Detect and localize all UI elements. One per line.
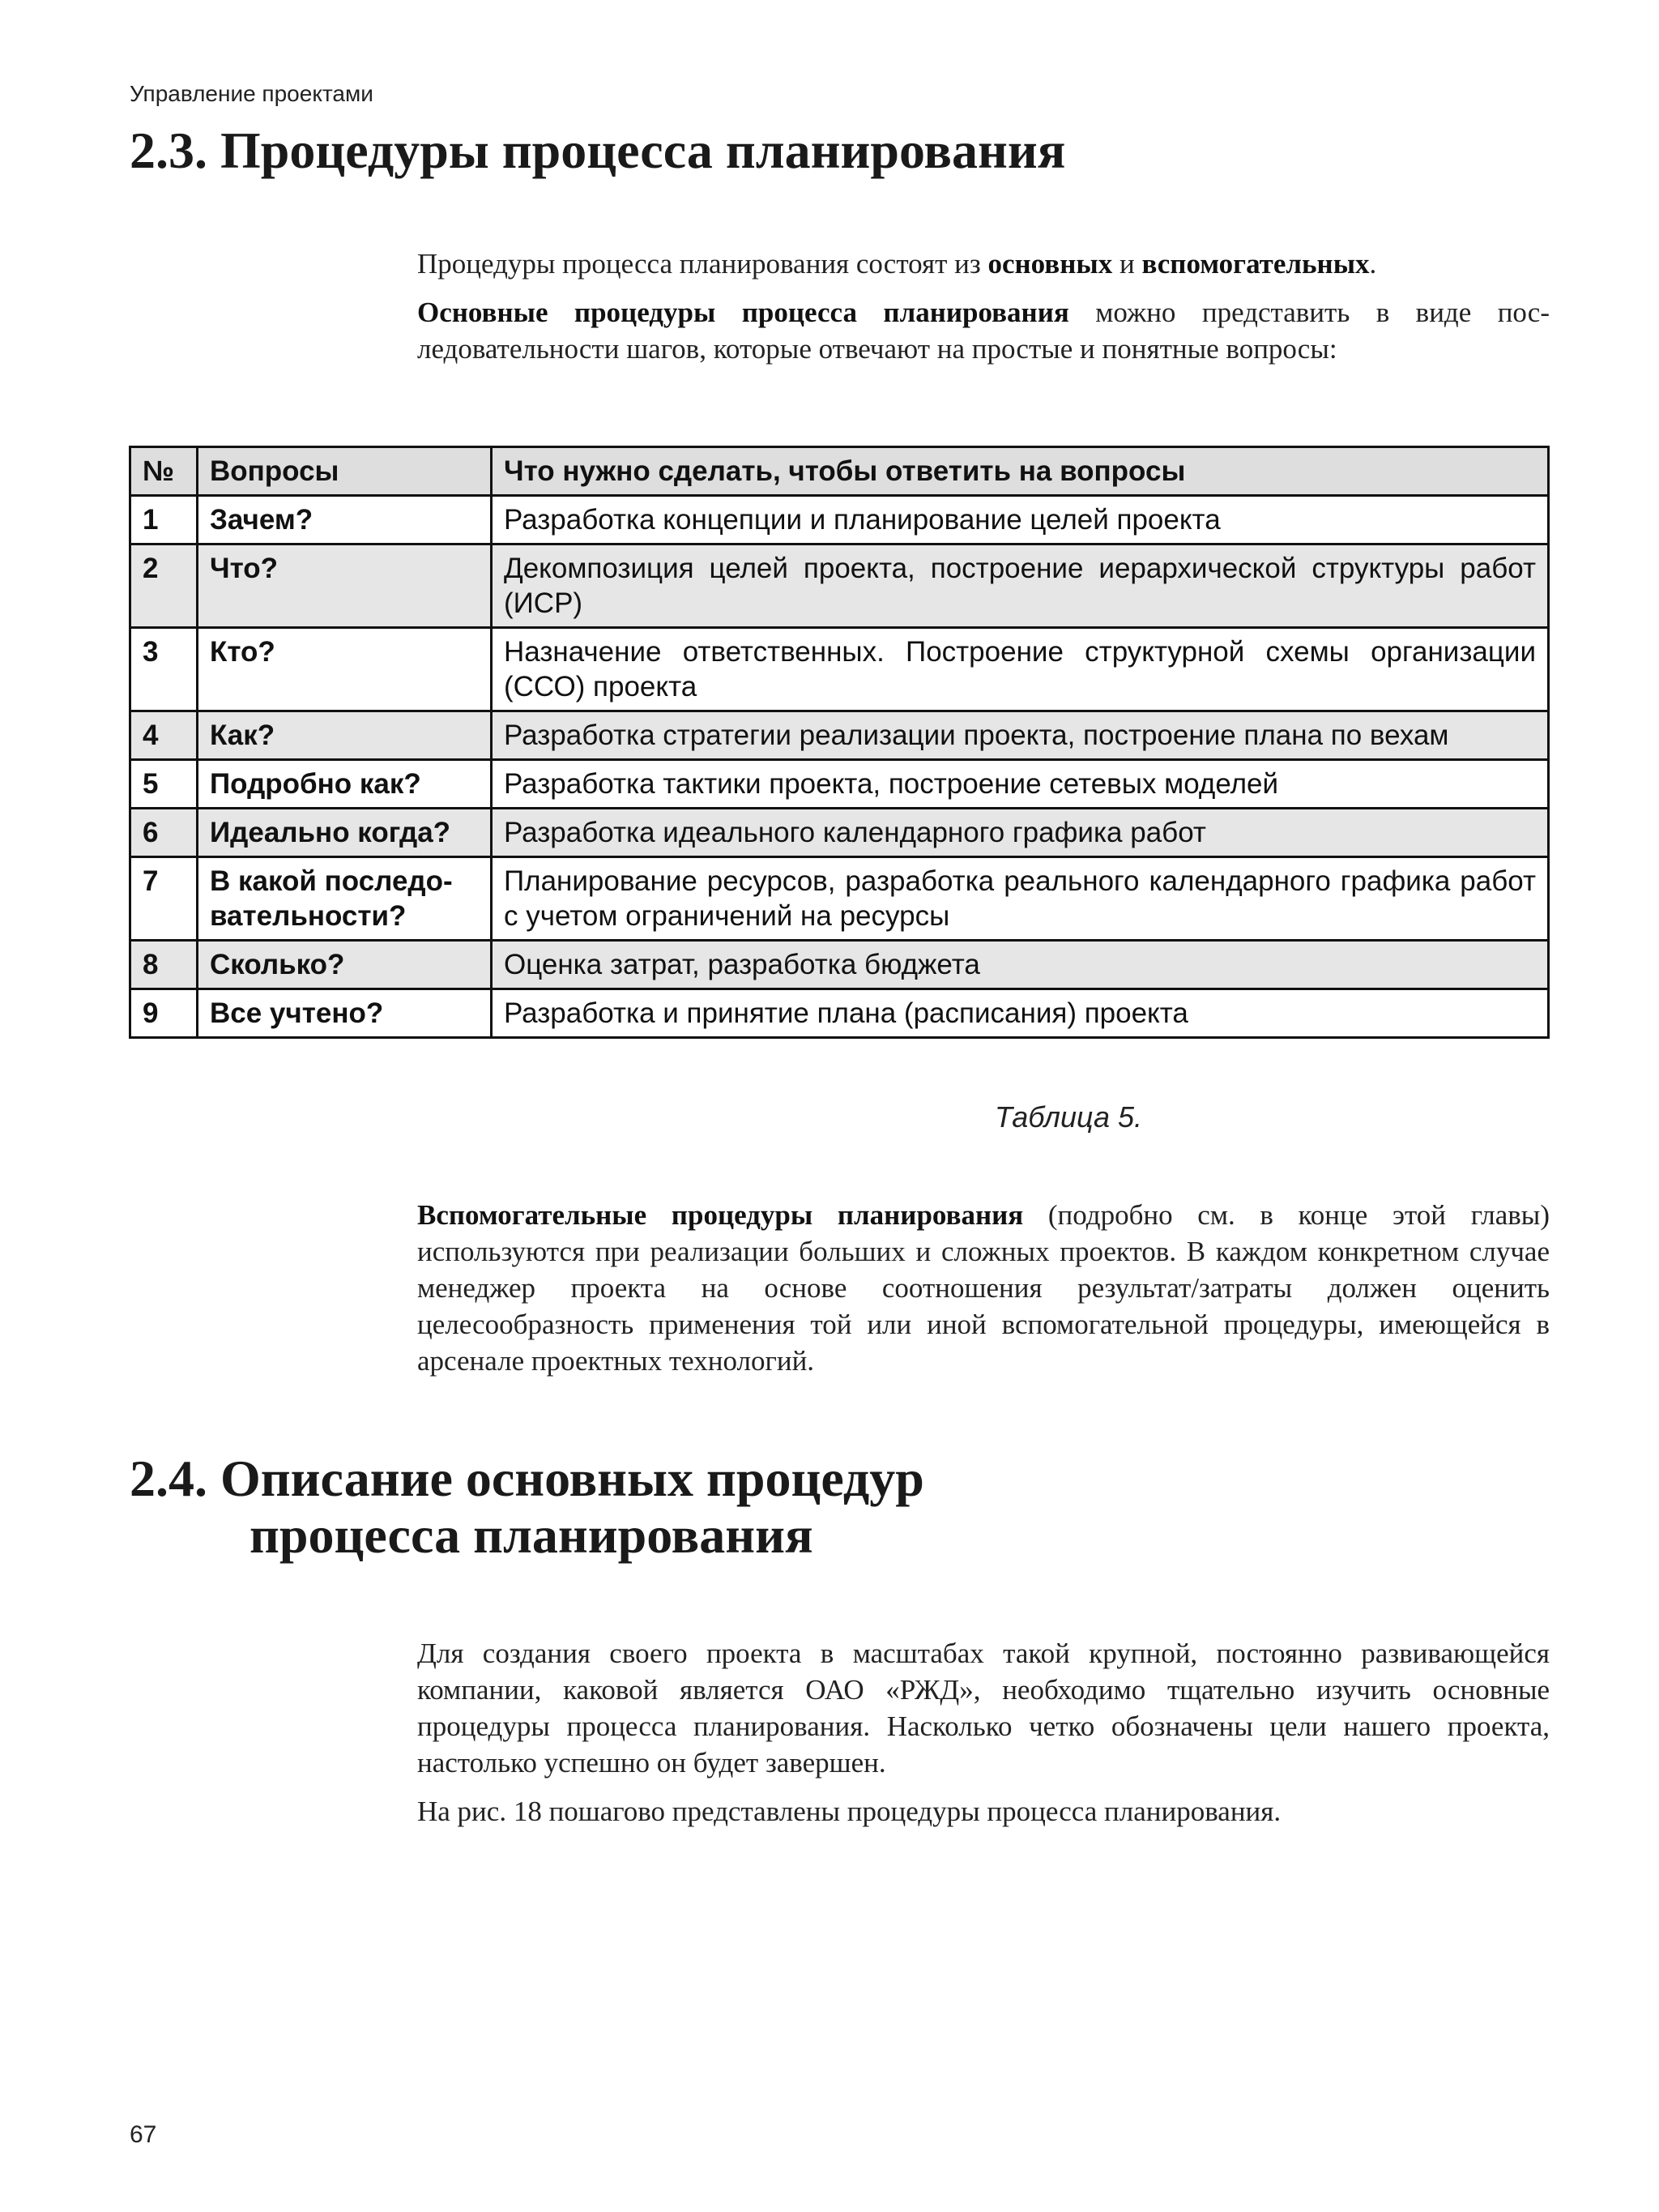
intro-paragraph-2: Основные процедуры процесса планирования можно представить в виде последовательности шагов, которые отвечают на простые и понятные вопросы: xyxy=(417,297,1550,365)
table-row xyxy=(130,544,1549,628)
row-action: Разработка тактики проекта, построение сетевых моделей xyxy=(492,760,1549,809)
row-question: Что? xyxy=(198,544,492,628)
running-header: Управление проектами xyxy=(130,81,373,106)
row-question: Все учтено? xyxy=(198,989,492,1038)
row-question: В какой последовательности? xyxy=(198,857,492,941)
row-number: 8 xyxy=(130,941,198,989)
row-action: Разработка концепции и планирование целей проекта xyxy=(492,496,1549,544)
table-row xyxy=(130,711,1549,760)
table-row xyxy=(130,989,1549,1038)
row-question: Подробно как? xyxy=(198,760,492,809)
row-question: Как? xyxy=(198,711,492,760)
row-action: Разработка идеального календарного графика работ xyxy=(492,809,1549,857)
row-action: Разработка стратегии реализации проекта, построение плана по вехам xyxy=(492,711,1549,760)
intro-text xyxy=(417,246,1550,379)
row-question: Кто? xyxy=(198,628,492,711)
row-question: Идеально когда? xyxy=(198,809,492,857)
table-row xyxy=(130,628,1549,711)
row-action: Планирование ресурсов, разработка реального календарного графика работ с учетом ограничений на ресурсы xyxy=(492,857,1549,941)
row-number: 4 xyxy=(130,711,198,760)
table-row xyxy=(130,941,1549,989)
table-row xyxy=(130,760,1549,809)
row-number: 7 xyxy=(130,857,198,941)
table-row xyxy=(130,496,1549,544)
section-2-4-title-line-1: 2.4. Описание основных процедур xyxy=(130,1450,924,1507)
section-2-4-paragraph-1: Для создания своего проекта в масштабах такой крупной, постоянно развивающейся компании, каковой является ОАО «РЖД», необходимо тщательно изучить основные процедуры процесса планирования. Насколько четко обозначены цели нашего проекта, настолько успешно он будет завершен. xyxy=(417,1638,1550,1779)
aux-paragraph: Вспомогательные процедуры планирования (подробно см. в конце этой главы) используются при реализации больших и сложных проектов. В каждом конкретном случае менеджер проекта на основе соотношения результат/затраты должен оценить целесообразность применения той или иной вспомогательной процедуры, имеющейся в арсенале проектных технологий. xyxy=(417,1199,1550,1377)
section-2-3-title: 2.3. Процедуры процесса планирования xyxy=(130,122,1066,179)
section-2-4-title-line-2: процесса планирования xyxy=(249,1506,813,1564)
page-number: 67 xyxy=(130,2121,157,2148)
table-caption: Таблица 5. xyxy=(995,1100,1143,1134)
row-action: Декомпозиция целей проекта, построение иерархической структуры работ (ИСР) xyxy=(492,544,1549,628)
section-2-4-paragraph-2: На рис. 18 пошагово представлены процедуры процесса планирования. xyxy=(417,1796,1282,1827)
row-number: 3 xyxy=(130,628,198,711)
header-actions: Что нужно сделать, чтобы ответить на вопросы xyxy=(492,447,1549,496)
row-number: 9 xyxy=(130,989,198,1038)
row-question: Сколько? xyxy=(198,941,492,989)
row-number: 6 xyxy=(130,809,198,857)
row-action: Разработка и принятие плана (расписания) проекта xyxy=(492,989,1549,1038)
row-number: 5 xyxy=(130,760,198,809)
table-row xyxy=(130,809,1549,857)
section-2-4-title xyxy=(130,1450,924,1564)
row-question: Зачем? xyxy=(198,496,492,544)
table-row xyxy=(130,857,1549,941)
header-number: № xyxy=(130,447,198,496)
intro-paragraph-1: Процедуры процесса планирования состоят из основных и вспомогательных. xyxy=(417,248,1377,280)
row-number: 2 xyxy=(130,544,198,628)
auxiliary-procedures-text xyxy=(417,1197,1550,1391)
section-2-4-text xyxy=(417,1635,1550,1842)
row-action: Назначение ответственных. Построение структурной схемы организации (ССО) проекта xyxy=(492,628,1549,711)
planning-procedures-table xyxy=(129,446,1550,1039)
header-questions: Вопросы xyxy=(198,447,492,496)
table-header-row xyxy=(130,447,1549,496)
row-number: 1 xyxy=(130,496,198,544)
row-action: Оценка затрат, разработка бюджета xyxy=(492,941,1549,989)
